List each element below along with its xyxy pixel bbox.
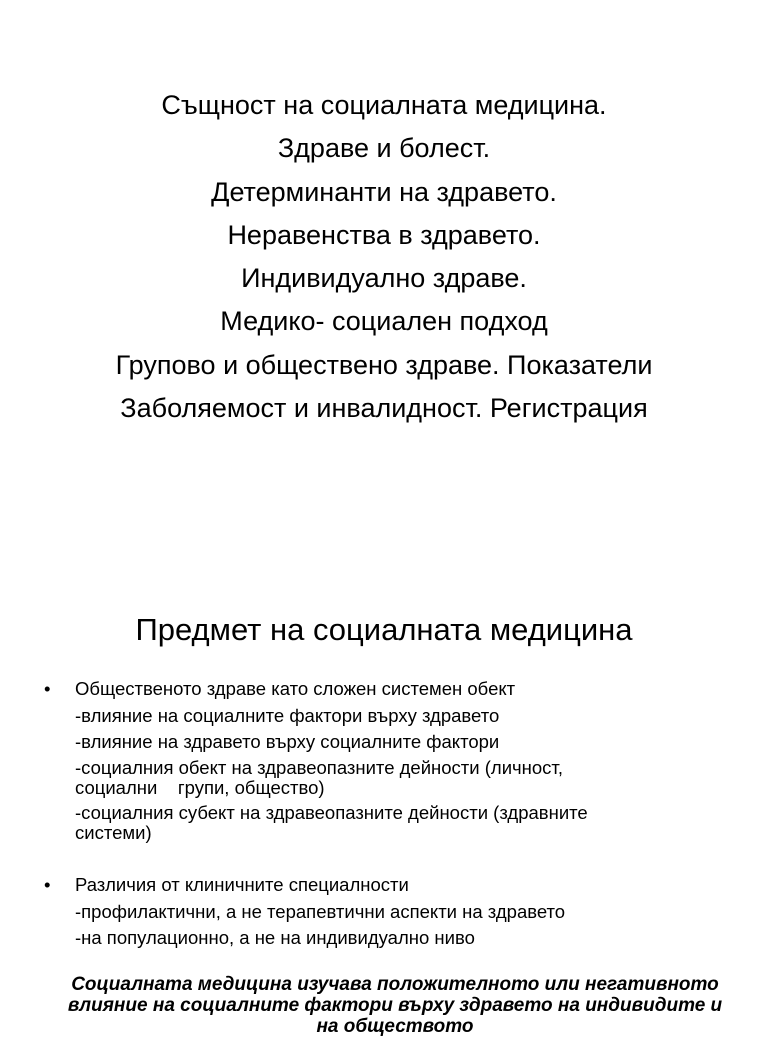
sub-item: -влияние на социалните фактори върху здравето [75, 705, 500, 726]
sub-item: -социалния субект на здравеопазните дейности (здравните системи) [75, 802, 588, 843]
bullet-mark: • [44, 874, 51, 895]
bullet-item [44, 874, 734, 896]
sub-item: -на популационно, а не на индивидуално ниво [75, 927, 475, 948]
title-line: Същност на социалната медицина. [161, 90, 607, 120]
title-line: Индивидуално здраве. [241, 263, 527, 294]
bullet-text: Общественото здраве като сложен системен обект [75, 678, 516, 699]
title-line: Здраве и болест. [277, 133, 491, 164]
sub-item: -социалния обект на здравеопазните дейности (личност, социални групи, общество) [75, 757, 563, 798]
title-block [0, 84, 768, 430]
sub-item: -влияние на здравето върху социалните фактори [75, 731, 500, 752]
title-line: Групово и обществено здраве. Показатели [115, 349, 653, 380]
title-line: Медико- социален подход [220, 306, 548, 337]
bullet-text: Различия от клиничните специалности [75, 874, 409, 895]
section-heading: Предмет на социалната медицина [135, 612, 633, 647]
title-line: Неравенства в здравето. [227, 219, 541, 250]
title-line: Детерминанти на здравето. [211, 176, 557, 207]
bullet-item [44, 678, 734, 700]
title-line: Заболяемост и инвалидност. Регистрация [120, 393, 648, 424]
conclusion-text: Социалната медицина изучава положителното или негативното влияние на социалните фактори върху здравето на индивидите и на обществото [67, 974, 723, 1037]
bullet-mark: • [44, 678, 51, 699]
sub-item: -профилактични, а не терапевтични аспекти на здравето [75, 901, 566, 922]
